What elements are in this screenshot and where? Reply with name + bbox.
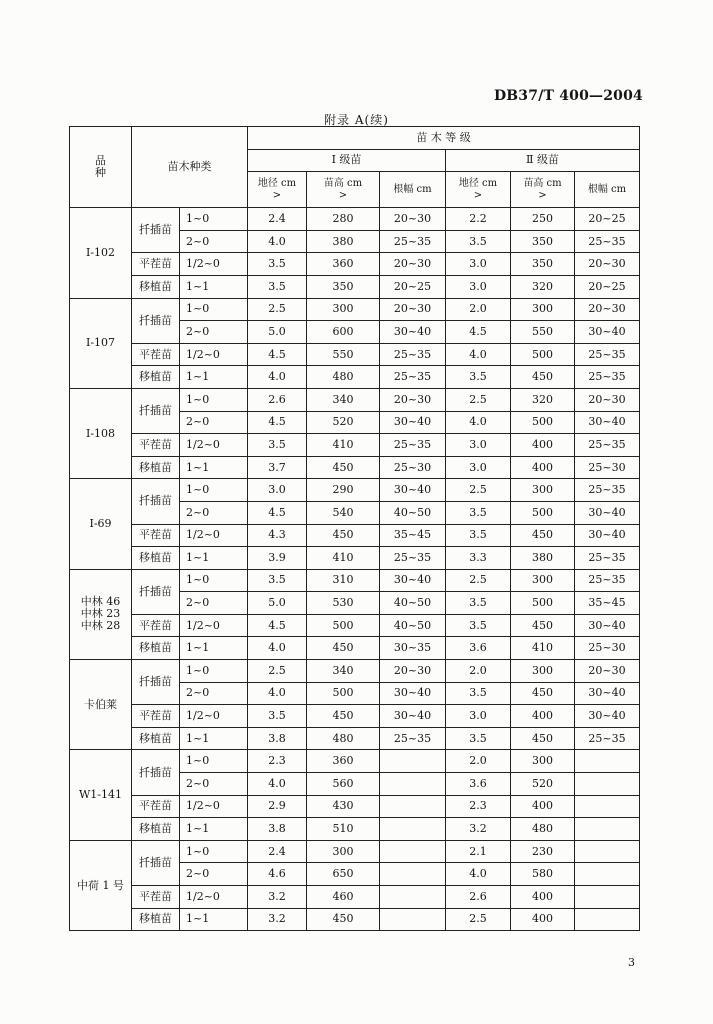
age-cell: 2~0 (180, 411, 248, 434)
table-row (70, 705, 640, 728)
grade2-diameter-cell: 3.0 (446, 434, 511, 457)
grade1-diameter-cell: 2.6 (248, 388, 307, 411)
table-row (70, 818, 640, 841)
age-cell: 1/2~0 (180, 524, 248, 547)
variety-cell: 中荷 1 号 (70, 840, 132, 930)
grade2-root-cell: 25~30 (575, 637, 640, 660)
grade2-root-cell: 30~40 (575, 411, 640, 434)
grade1-root-cell: 25~35 (380, 230, 446, 253)
grade1-diameter-cell: 3.5 (248, 569, 307, 592)
grade1-height-cell: 360 (307, 750, 380, 773)
grade1-height-cell: 520 (307, 411, 380, 434)
age-cell: 2~0 (180, 863, 248, 886)
grade2-root-cell: 25~35 (575, 366, 640, 389)
seedling-type-cell: 扦插苗 (132, 750, 180, 795)
grade2-root-cell: 20~30 (575, 253, 640, 276)
grade1-root-cell: 20~30 (380, 253, 446, 276)
seedling-type-cell: 移植苗 (132, 275, 180, 298)
grade1-height-cell: 290 (307, 479, 380, 502)
seedling-type-cell: 移植苗 (132, 727, 180, 750)
grade2-height-cell: 450 (511, 614, 575, 637)
variety-cell: I-107 (70, 298, 132, 388)
grade2-root-cell: 25~35 (575, 727, 640, 750)
grade2-root-cell: 20~25 (575, 208, 640, 231)
grade1-height-cell: 450 (307, 908, 380, 931)
grade1-diameter-cell: 4.0 (248, 682, 307, 705)
grade2-height-cell: 230 (511, 840, 575, 863)
age-cell: 1/2~0 (180, 253, 248, 276)
grade1-diameter-cell: 2.9 (248, 795, 307, 818)
seedling-type-cell: 移植苗 (132, 456, 180, 479)
grade1-height-cell: 350 (307, 275, 380, 298)
grade1-diameter-cell: 3.2 (248, 908, 307, 931)
age-cell: 1~0 (180, 298, 248, 321)
seedling-type-cell: 扦插苗 (132, 569, 180, 614)
variety-cell: 中林 46 中林 23 中林 28 (70, 569, 132, 659)
grade1-height-cell: 410 (307, 434, 380, 457)
grade1-root-cell: 30~40 (380, 479, 446, 502)
grade2-height-cell: 350 (511, 230, 575, 253)
grade1-diameter-cell: 4.3 (248, 524, 307, 547)
table-row (70, 275, 640, 298)
age-cell: 1~0 (180, 388, 248, 411)
grade1-height-cell: 340 (307, 660, 380, 683)
grade2-diameter-cell: 4.0 (446, 343, 511, 366)
table-row (70, 750, 640, 773)
variety-cell: I-102 (70, 208, 132, 298)
grade1-height-cell: 510 (307, 818, 380, 841)
grade2-diameter-cell: 3.6 (446, 773, 511, 796)
grade1-root-cell (380, 773, 446, 796)
age-cell: 1/2~0 (180, 886, 248, 909)
grade2-height-cell: 400 (511, 908, 575, 931)
grade1-diameter-cell: 4.5 (248, 343, 307, 366)
seedling-type-cell: 扦插苗 (132, 208, 180, 253)
age-cell: 1~1 (180, 637, 248, 660)
grade1-diameter-cell: 3.9 (248, 547, 307, 570)
grade1-root-cell: 35~45 (380, 524, 446, 547)
grade1-height-cell: 450 (307, 637, 380, 660)
grade2-height-cell: 480 (511, 818, 575, 841)
grade2-root-cell: 25~35 (575, 569, 640, 592)
seedling-type-cell: 平茬苗 (132, 434, 180, 457)
grade2-diameter-cell: 2.0 (446, 298, 511, 321)
grade1-height-cell: 540 (307, 501, 380, 524)
grade2-root-cell (575, 818, 640, 841)
table-row (70, 388, 640, 411)
grade2-root-cell: 20~30 (575, 388, 640, 411)
grade2-height-cell: 550 (511, 321, 575, 344)
grade1-root-cell: 30~40 (380, 682, 446, 705)
grade2-height-cell: 520 (511, 773, 575, 796)
table-row (70, 547, 640, 570)
grade2-height-cell: 500 (511, 411, 575, 434)
seedling-type-cell: 平茬苗 (132, 705, 180, 728)
grade1-height-cell: 300 (307, 298, 380, 321)
grade1-height-cell: 600 (307, 321, 380, 344)
grade2-root-cell (575, 795, 640, 818)
grade1-root-cell: 20~30 (380, 388, 446, 411)
grade1-height-cell: 480 (307, 727, 380, 750)
header-seedling-type: 苗木种类 (132, 127, 248, 208)
grade2-height-cell: 300 (511, 298, 575, 321)
grade2-diameter-cell: 2.5 (446, 388, 511, 411)
age-cell: 1~1 (180, 366, 248, 389)
grade2-diameter-cell: 3.0 (446, 456, 511, 479)
table-row (70, 343, 640, 366)
grade1-height-cell: 460 (307, 886, 380, 909)
age-cell: 1~1 (180, 818, 248, 841)
grade2-root-cell: 25~35 (575, 547, 640, 570)
table-row (70, 479, 640, 502)
grade2-diameter-cell: 2.6 (446, 886, 511, 909)
age-cell: 2~0 (180, 501, 248, 524)
grade2-diameter-cell: 3.5 (446, 501, 511, 524)
grade2-height-cell: 400 (511, 886, 575, 909)
grade2-height-cell: 320 (511, 275, 575, 298)
grade2-height-cell: 410 (511, 637, 575, 660)
grade2-root-cell: 30~40 (575, 524, 640, 547)
grade1-diameter-cell: 5.0 (248, 321, 307, 344)
grade1-height-cell: 480 (307, 366, 380, 389)
grade1-diameter-cell: 3.5 (248, 705, 307, 728)
grade2-height-cell: 450 (511, 366, 575, 389)
grade1-diameter-cell: 4.5 (248, 411, 307, 434)
grade2-height-cell: 450 (511, 524, 575, 547)
grade2-height-cell: 300 (511, 750, 575, 773)
grade2-root-cell (575, 840, 640, 863)
grade1-root-cell: 40~50 (380, 614, 446, 637)
grade1-root-cell: 25~35 (380, 366, 446, 389)
grade2-root-cell (575, 863, 640, 886)
grade2-height-cell: 350 (511, 253, 575, 276)
grade1-root-cell (380, 795, 446, 818)
age-cell: 1~0 (180, 479, 248, 502)
seedling-type-cell: 移植苗 (132, 908, 180, 931)
age-cell: 1~0 (180, 569, 248, 592)
grade2-height-cell: 300 (511, 569, 575, 592)
age-cell: 1/2~0 (180, 343, 248, 366)
seedling-type-cell: 扦插苗 (132, 388, 180, 433)
table-row (70, 908, 640, 931)
grade2-diameter-cell: 2.5 (446, 908, 511, 931)
grade1-diameter-cell: 4.6 (248, 863, 307, 886)
grade2-root-cell: 30~40 (575, 321, 640, 344)
grade1-height-cell: 550 (307, 343, 380, 366)
grade2-diameter-cell: 2.0 (446, 750, 511, 773)
grade2-diameter-cell: 3.5 (446, 682, 511, 705)
grade2-diameter-cell: 3.0 (446, 705, 511, 728)
grade1-root-cell: 25~35 (380, 547, 446, 570)
grade1-height-cell: 450 (307, 524, 380, 547)
seedling-type-cell: 平茬苗 (132, 886, 180, 909)
age-cell: 1~0 (180, 840, 248, 863)
grade2-diameter-cell: 3.5 (446, 727, 511, 750)
grade1-height-cell: 500 (307, 614, 380, 637)
grade1-root-cell: 30~40 (380, 569, 446, 592)
seedling-type-cell: 扦插苗 (132, 840, 180, 885)
age-cell: 1~1 (180, 456, 248, 479)
age-cell: 1/2~0 (180, 795, 248, 818)
grade2-root-cell (575, 773, 640, 796)
grade1-height-cell: 360 (307, 253, 380, 276)
grade1-diameter-cell: 2.5 (248, 660, 307, 683)
age-cell: 2~0 (180, 321, 248, 344)
grade2-root-cell: 25~35 (575, 230, 640, 253)
grade1-height-cell: 450 (307, 705, 380, 728)
age-cell: 1/2~0 (180, 614, 248, 637)
header-height-2: 苗高 cm > (511, 172, 575, 208)
grade1-height-cell: 430 (307, 795, 380, 818)
grade1-root-cell: 40~50 (380, 501, 446, 524)
grade1-root-cell (380, 840, 446, 863)
grade1-height-cell: 530 (307, 592, 380, 615)
variety-cell: 卡伯莱 (70, 660, 132, 750)
table-caption: 附录 A(续) (324, 113, 389, 127)
age-cell: 1/2~0 (180, 705, 248, 728)
grade1-root-cell: 20~30 (380, 660, 446, 683)
seedling-type-cell: 扦插苗 (132, 298, 180, 343)
grade2-height-cell: 450 (511, 682, 575, 705)
grade2-root-cell (575, 886, 640, 909)
grade1-diameter-cell: 2.5 (248, 298, 307, 321)
seedling-type-cell: 移植苗 (132, 637, 180, 660)
grade2-root-cell: 20~30 (575, 660, 640, 683)
grade1-root-cell: 30~40 (380, 411, 446, 434)
grade2-diameter-cell: 2.5 (446, 569, 511, 592)
seedling-type-cell: 平茬苗 (132, 253, 180, 276)
grade2-height-cell: 250 (511, 208, 575, 231)
header-root-width-2: 根幅 cm (575, 172, 640, 208)
grade1-height-cell: 560 (307, 773, 380, 796)
grade2-diameter-cell: 2.0 (446, 660, 511, 683)
grade2-diameter-cell: 3.5 (446, 366, 511, 389)
grade2-diameter-cell: 3.5 (446, 592, 511, 615)
grade1-diameter-cell: 3.2 (248, 886, 307, 909)
grade2-root-cell: 30~40 (575, 705, 640, 728)
grade1-height-cell: 300 (307, 840, 380, 863)
grade1-root-cell: 20~30 (380, 298, 446, 321)
grade1-root-cell: 30~40 (380, 321, 446, 344)
seedling-type-cell: 移植苗 (132, 818, 180, 841)
table-row (70, 614, 640, 637)
grade2-root-cell: 30~40 (575, 682, 640, 705)
grade1-diameter-cell: 3.8 (248, 818, 307, 841)
grade2-height-cell: 380 (511, 547, 575, 570)
grade2-diameter-cell: 3.5 (446, 230, 511, 253)
grade2-diameter-cell: 2.1 (446, 840, 511, 863)
header-grade-1: Ⅰ 级苗 (248, 149, 446, 172)
table-row (70, 886, 640, 909)
seedling-type-cell: 扦插苗 (132, 660, 180, 705)
grade2-root-cell (575, 750, 640, 773)
age-cell: 2~0 (180, 592, 248, 615)
grade1-height-cell: 280 (307, 208, 380, 231)
grade2-height-cell: 580 (511, 863, 575, 886)
grade1-height-cell: 450 (307, 456, 380, 479)
grade2-height-cell: 500 (511, 343, 575, 366)
header-height-1: 苗高 cm > (307, 172, 380, 208)
grade1-diameter-cell: 5.0 (248, 592, 307, 615)
age-cell: 1~0 (180, 660, 248, 683)
grade2-height-cell: 500 (511, 592, 575, 615)
grade1-diameter-cell: 3.7 (248, 456, 307, 479)
age-cell: 1~1 (180, 275, 248, 298)
grade2-root-cell: 35~45 (575, 592, 640, 615)
age-cell: 1~0 (180, 750, 248, 773)
age-cell: 1~0 (180, 208, 248, 231)
grade1-height-cell: 310 (307, 569, 380, 592)
table-row (70, 208, 640, 231)
grade2-height-cell: 400 (511, 456, 575, 479)
grade1-height-cell: 340 (307, 388, 380, 411)
grade2-root-cell: 25~35 (575, 343, 640, 366)
grade2-root-cell: 30~40 (575, 501, 640, 524)
grade2-diameter-cell: 3.5 (446, 614, 511, 637)
grade2-diameter-cell: 3.0 (446, 275, 511, 298)
grade1-root-cell: 30~35 (380, 637, 446, 660)
grade1-diameter-cell: 4.0 (248, 366, 307, 389)
seedling-type-cell: 平茬苗 (132, 614, 180, 637)
grade2-diameter-cell: 3.6 (446, 637, 511, 660)
table-row (70, 253, 640, 276)
grade1-root-cell: 25~35 (380, 343, 446, 366)
grade2-root-cell: 25~35 (575, 479, 640, 502)
grade2-diameter-cell: 3.3 (446, 547, 511, 570)
header-ground-diameter-1: 地径 cm > (248, 172, 307, 208)
age-cell: 2~0 (180, 682, 248, 705)
grade1-height-cell: 410 (307, 547, 380, 570)
age-cell: 1~1 (180, 727, 248, 750)
grade1-root-cell: 20~30 (380, 208, 446, 231)
header-variety: 品 种 (70, 127, 132, 208)
grade2-diameter-cell: 2.3 (446, 795, 511, 818)
grade1-diameter-cell: 2.3 (248, 750, 307, 773)
grade2-height-cell: 300 (511, 479, 575, 502)
grade1-root-cell: 20~25 (380, 275, 446, 298)
header-ground-diameter-2: 地径 cm > (446, 172, 511, 208)
table-row (70, 727, 640, 750)
grade2-diameter-cell: 3.5 (446, 524, 511, 547)
header-grade-group: 苗 木 等 级 (248, 127, 640, 150)
seedling-grade-table (69, 126, 640, 931)
grade1-root-cell (380, 818, 446, 841)
table-row (70, 524, 640, 547)
grade2-root-cell (575, 908, 640, 931)
seedling-type-cell: 平茬苗 (132, 343, 180, 366)
page-number: 3 (628, 956, 635, 969)
header-grade-2: Ⅱ 级苗 (446, 149, 640, 172)
table-row (70, 456, 640, 479)
grade1-root-cell (380, 886, 446, 909)
grade1-height-cell: 380 (307, 230, 380, 253)
grade1-diameter-cell: 4.5 (248, 501, 307, 524)
seedling-type-cell: 平茬苗 (132, 795, 180, 818)
document-code: DB37/T 400—2004 (493, 88, 643, 104)
grade2-root-cell: 25~35 (575, 434, 640, 457)
grade1-diameter-cell: 4.0 (248, 773, 307, 796)
grade2-height-cell: 400 (511, 795, 575, 818)
grade1-root-cell: 25~30 (380, 456, 446, 479)
age-cell: 1~1 (180, 908, 248, 931)
grade2-diameter-cell: 4.0 (446, 863, 511, 886)
grade2-diameter-cell: 2.2 (446, 208, 511, 231)
grade1-diameter-cell: 4.5 (248, 614, 307, 637)
grade2-diameter-cell: 4.0 (446, 411, 511, 434)
grade1-root-cell (380, 863, 446, 886)
grade1-root-cell (380, 750, 446, 773)
seedling-type-cell: 扦插苗 (132, 479, 180, 524)
grade1-height-cell: 500 (307, 682, 380, 705)
age-cell: 1/2~0 (180, 434, 248, 457)
grade2-diameter-cell: 4.5 (446, 321, 511, 344)
grade2-height-cell: 450 (511, 727, 575, 750)
age-cell: 2~0 (180, 773, 248, 796)
grade1-height-cell: 650 (307, 863, 380, 886)
table-row (70, 660, 640, 683)
grade2-diameter-cell: 3.0 (446, 253, 511, 276)
variety-cell: W1-141 (70, 750, 132, 840)
grade1-diameter-cell: 2.4 (248, 208, 307, 231)
grade2-root-cell: 20~25 (575, 275, 640, 298)
table-row (70, 298, 640, 321)
grade1-diameter-cell: 4.0 (248, 230, 307, 253)
grade1-diameter-cell: 3.8 (248, 727, 307, 750)
grade2-height-cell: 300 (511, 660, 575, 683)
grade1-diameter-cell: 3.5 (248, 275, 307, 298)
grade1-diameter-cell: 4.0 (248, 637, 307, 660)
variety-cell: I-108 (70, 388, 132, 478)
age-cell: 1~1 (180, 547, 248, 570)
table-row (70, 637, 640, 660)
table-row (70, 569, 640, 592)
table-row (70, 434, 640, 457)
grade2-diameter-cell: 2.5 (446, 479, 511, 502)
seedling-type-cell: 移植苗 (132, 547, 180, 570)
grade1-diameter-cell: 3.5 (248, 253, 307, 276)
seedling-type-cell: 平茬苗 (132, 524, 180, 547)
grade2-root-cell: 25~30 (575, 456, 640, 479)
grade1-root-cell: 25~35 (380, 727, 446, 750)
grade1-diameter-cell: 3.5 (248, 434, 307, 457)
grade1-root-cell: 30~40 (380, 705, 446, 728)
grade1-root-cell (380, 908, 446, 931)
header-root-width-1: 根幅 cm (380, 172, 446, 208)
seedling-type-cell: 移植苗 (132, 366, 180, 389)
grade2-height-cell: 400 (511, 705, 575, 728)
grade2-height-cell: 400 (511, 434, 575, 457)
grade2-root-cell: 30~40 (575, 614, 640, 637)
grade2-height-cell: 500 (511, 501, 575, 524)
variety-cell: I-69 (70, 479, 132, 569)
table-row (70, 795, 640, 818)
table-row (70, 366, 640, 389)
grade1-root-cell: 25~35 (380, 434, 446, 457)
age-cell: 2~0 (180, 230, 248, 253)
grade1-diameter-cell: 3.0 (248, 479, 307, 502)
grade2-root-cell: 20~30 (575, 298, 640, 321)
grade1-root-cell: 40~50 (380, 592, 446, 615)
grade2-diameter-cell: 3.2 (446, 818, 511, 841)
grade1-diameter-cell: 2.4 (248, 840, 307, 863)
grade2-height-cell: 320 (511, 388, 575, 411)
table-row (70, 840, 640, 863)
